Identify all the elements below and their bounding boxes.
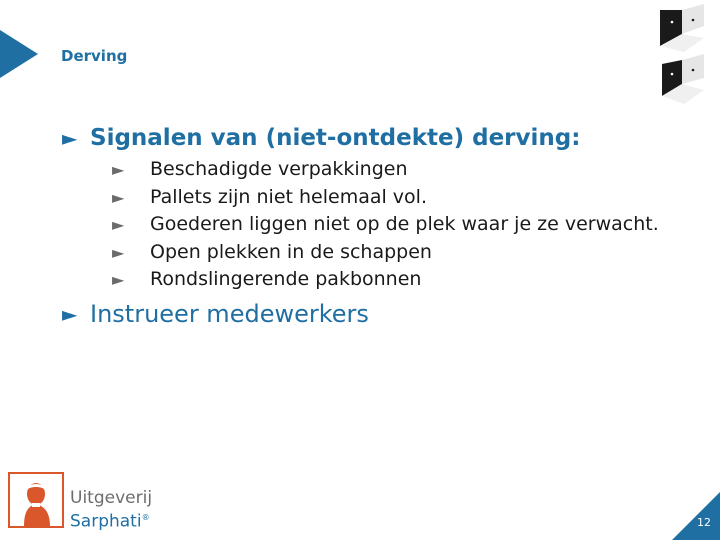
list-item <box>112 184 700 212</box>
list-item-text: Goederen liggen niet op de plek waar je ze verwacht. <box>150 213 659 235</box>
publisher-logo <box>8 472 64 528</box>
list-item <box>112 239 700 267</box>
list-item-text: Rondslingerende pakbonnen <box>150 268 422 290</box>
publisher-name <box>70 488 152 532</box>
slide-title: Derving <box>61 47 128 65</box>
left-triangle-decoration <box>0 30 38 78</box>
list-item-text: Open plekken in de schappen <box>150 240 432 263</box>
page-number: 12 <box>697 516 711 529</box>
list-item <box>112 211 700 239</box>
sub-bullet-marker: ► <box>112 242 125 262</box>
portrait-icon <box>10 474 62 526</box>
corner-cube-decoration <box>650 0 720 112</box>
bullet-signalen <box>62 120 700 294</box>
trademark-symbol: ® <box>141 513 150 522</box>
brand-line-2 <box>70 508 152 532</box>
sub-bullet-marker: ► <box>112 215 125 234</box>
sub-bullet-marker: ► <box>112 160 125 179</box>
list-item <box>112 266 700 294</box>
sub-bullet-marker: ► <box>112 187 125 207</box>
bullet-marker: ► <box>62 301 78 326</box>
content-list <box>62 120 700 332</box>
brand-line-1: Uitgeverij <box>70 488 153 508</box>
page-number-triangle <box>672 492 720 540</box>
list-item-text: Beschadigde verpakkingen <box>150 158 408 180</box>
sub-bullet-marker: ► <box>112 270 125 289</box>
bullet-instrueer <box>62 296 700 332</box>
bullet-label: Signalen van (niet-ontdekte) derving: <box>90 125 581 151</box>
bullet-label: Instrueer medewerkers <box>90 299 369 328</box>
bullet-marker: ► <box>62 126 78 150</box>
sub-list <box>90 156 700 294</box>
brand-name: Sarphati <box>70 511 142 532</box>
list-item <box>112 156 700 184</box>
list-item-text: Pallets zijn niet helemaal vol. <box>150 185 427 208</box>
